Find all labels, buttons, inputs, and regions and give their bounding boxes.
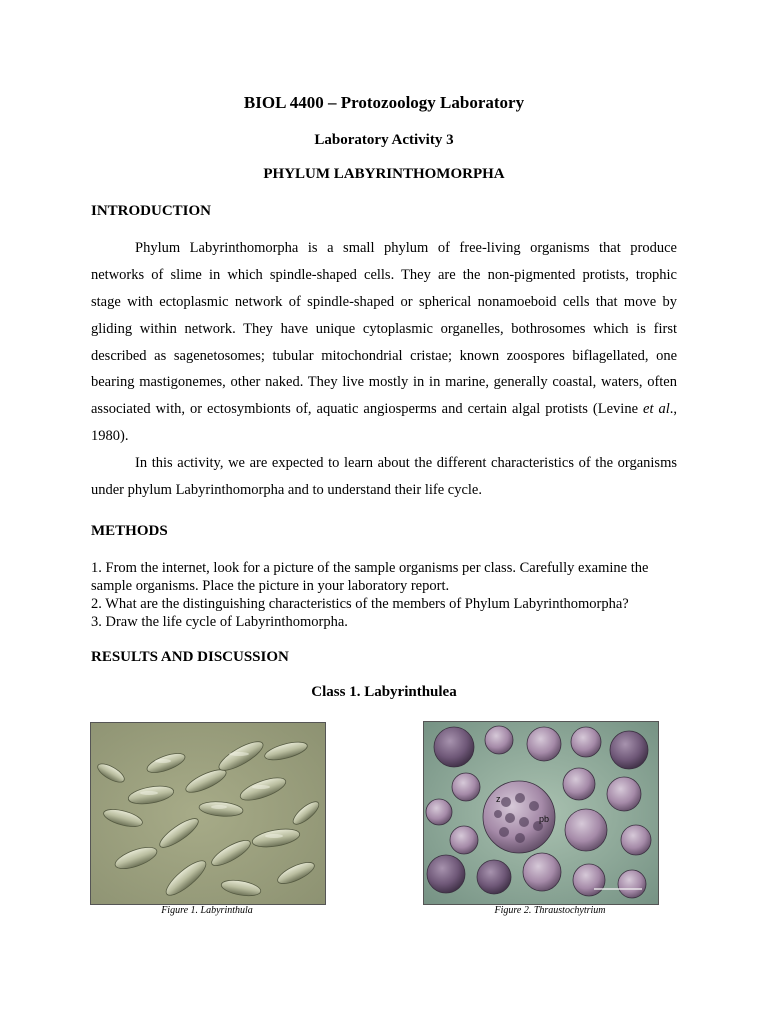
intro-paragraph-line: 1980). [91, 428, 129, 444]
methods-line: 3. Draw the life cycle of Labyrinthomorpha. [91, 614, 348, 630]
activity-title: Laboratory Activity 3 [314, 132, 454, 148]
thraustochytrium-micrograph [423, 721, 659, 905]
intro-paragraph-line: described as sagenetosomes; tubular mitochondrial cristae; known zoospores biflagellated, one [91, 348, 677, 364]
citation-text: associated with, or ectosymbionts of, aquatic angiosperms and certain algal protists (Levine [91, 401, 644, 417]
intro-paragraph-line: bearing mastigonemes, other naked. They live mostly in in marine, generally coastal, waters, often [91, 374, 677, 390]
figure-2-caption: Figure 2. Thraustochytrium [494, 905, 606, 916]
methods-heading: METHODS [91, 523, 168, 539]
labyrinthula-micrograph [90, 722, 326, 905]
class-heading: Class 1. Labyrinthulea [311, 684, 457, 700]
methods-line: 1. From the internet, look for a picture of the sample organisms per class. Carefully examine the [91, 560, 649, 576]
citation-italic: et al [643, 401, 670, 417]
intro-paragraph2-line: under phylum Labyrinthomorpha and to understand their life cycle. [91, 482, 482, 498]
zoospore-label: z [496, 794, 501, 804]
phylum-heading: PHYLUM LABYRINTHOMORPHA [263, 166, 505, 182]
pb-label: pb [539, 814, 550, 824]
figure-1-caption: Figure 1. Labyrinthula [161, 905, 253, 916]
intro-paragraph2-line: In this activity, we are expected to learn about the different characteristics of the organisms [135, 455, 677, 471]
intro-paragraph-line-citation [91, 400, 677, 418]
intro-paragraph-line: gliding within network. They have unique cytoplasmic organelles, bothrosomes which is first [91, 321, 677, 337]
methods-line: sample organisms. Place the picture in your laboratory report. [91, 578, 450, 594]
methods-line: 2. What are the distinguishing characteristics of the members of Phylum Labyrinthomorpha? [91, 596, 629, 612]
results-heading: RESULTS AND DISCUSSION [91, 649, 289, 665]
intro-paragraph-line: stage with ectoplasmic network of spindle-shaped or spherical nonamoeboid cells that move by [91, 294, 677, 310]
document-title: BIOL 4400 – Protozoology Laboratory [243, 93, 525, 112]
introduction-heading: INTRODUCTION [91, 203, 212, 219]
citation-text-end: ., [669, 401, 678, 417]
intro-paragraph-line: Phylum Labyrinthomorpha is a small phylum of free-living organisms that produce [135, 240, 677, 256]
intro-paragraph-line: networks of slime in which spindle-shaped cells. They are the non-pigmented protists, trophic [91, 267, 677, 283]
